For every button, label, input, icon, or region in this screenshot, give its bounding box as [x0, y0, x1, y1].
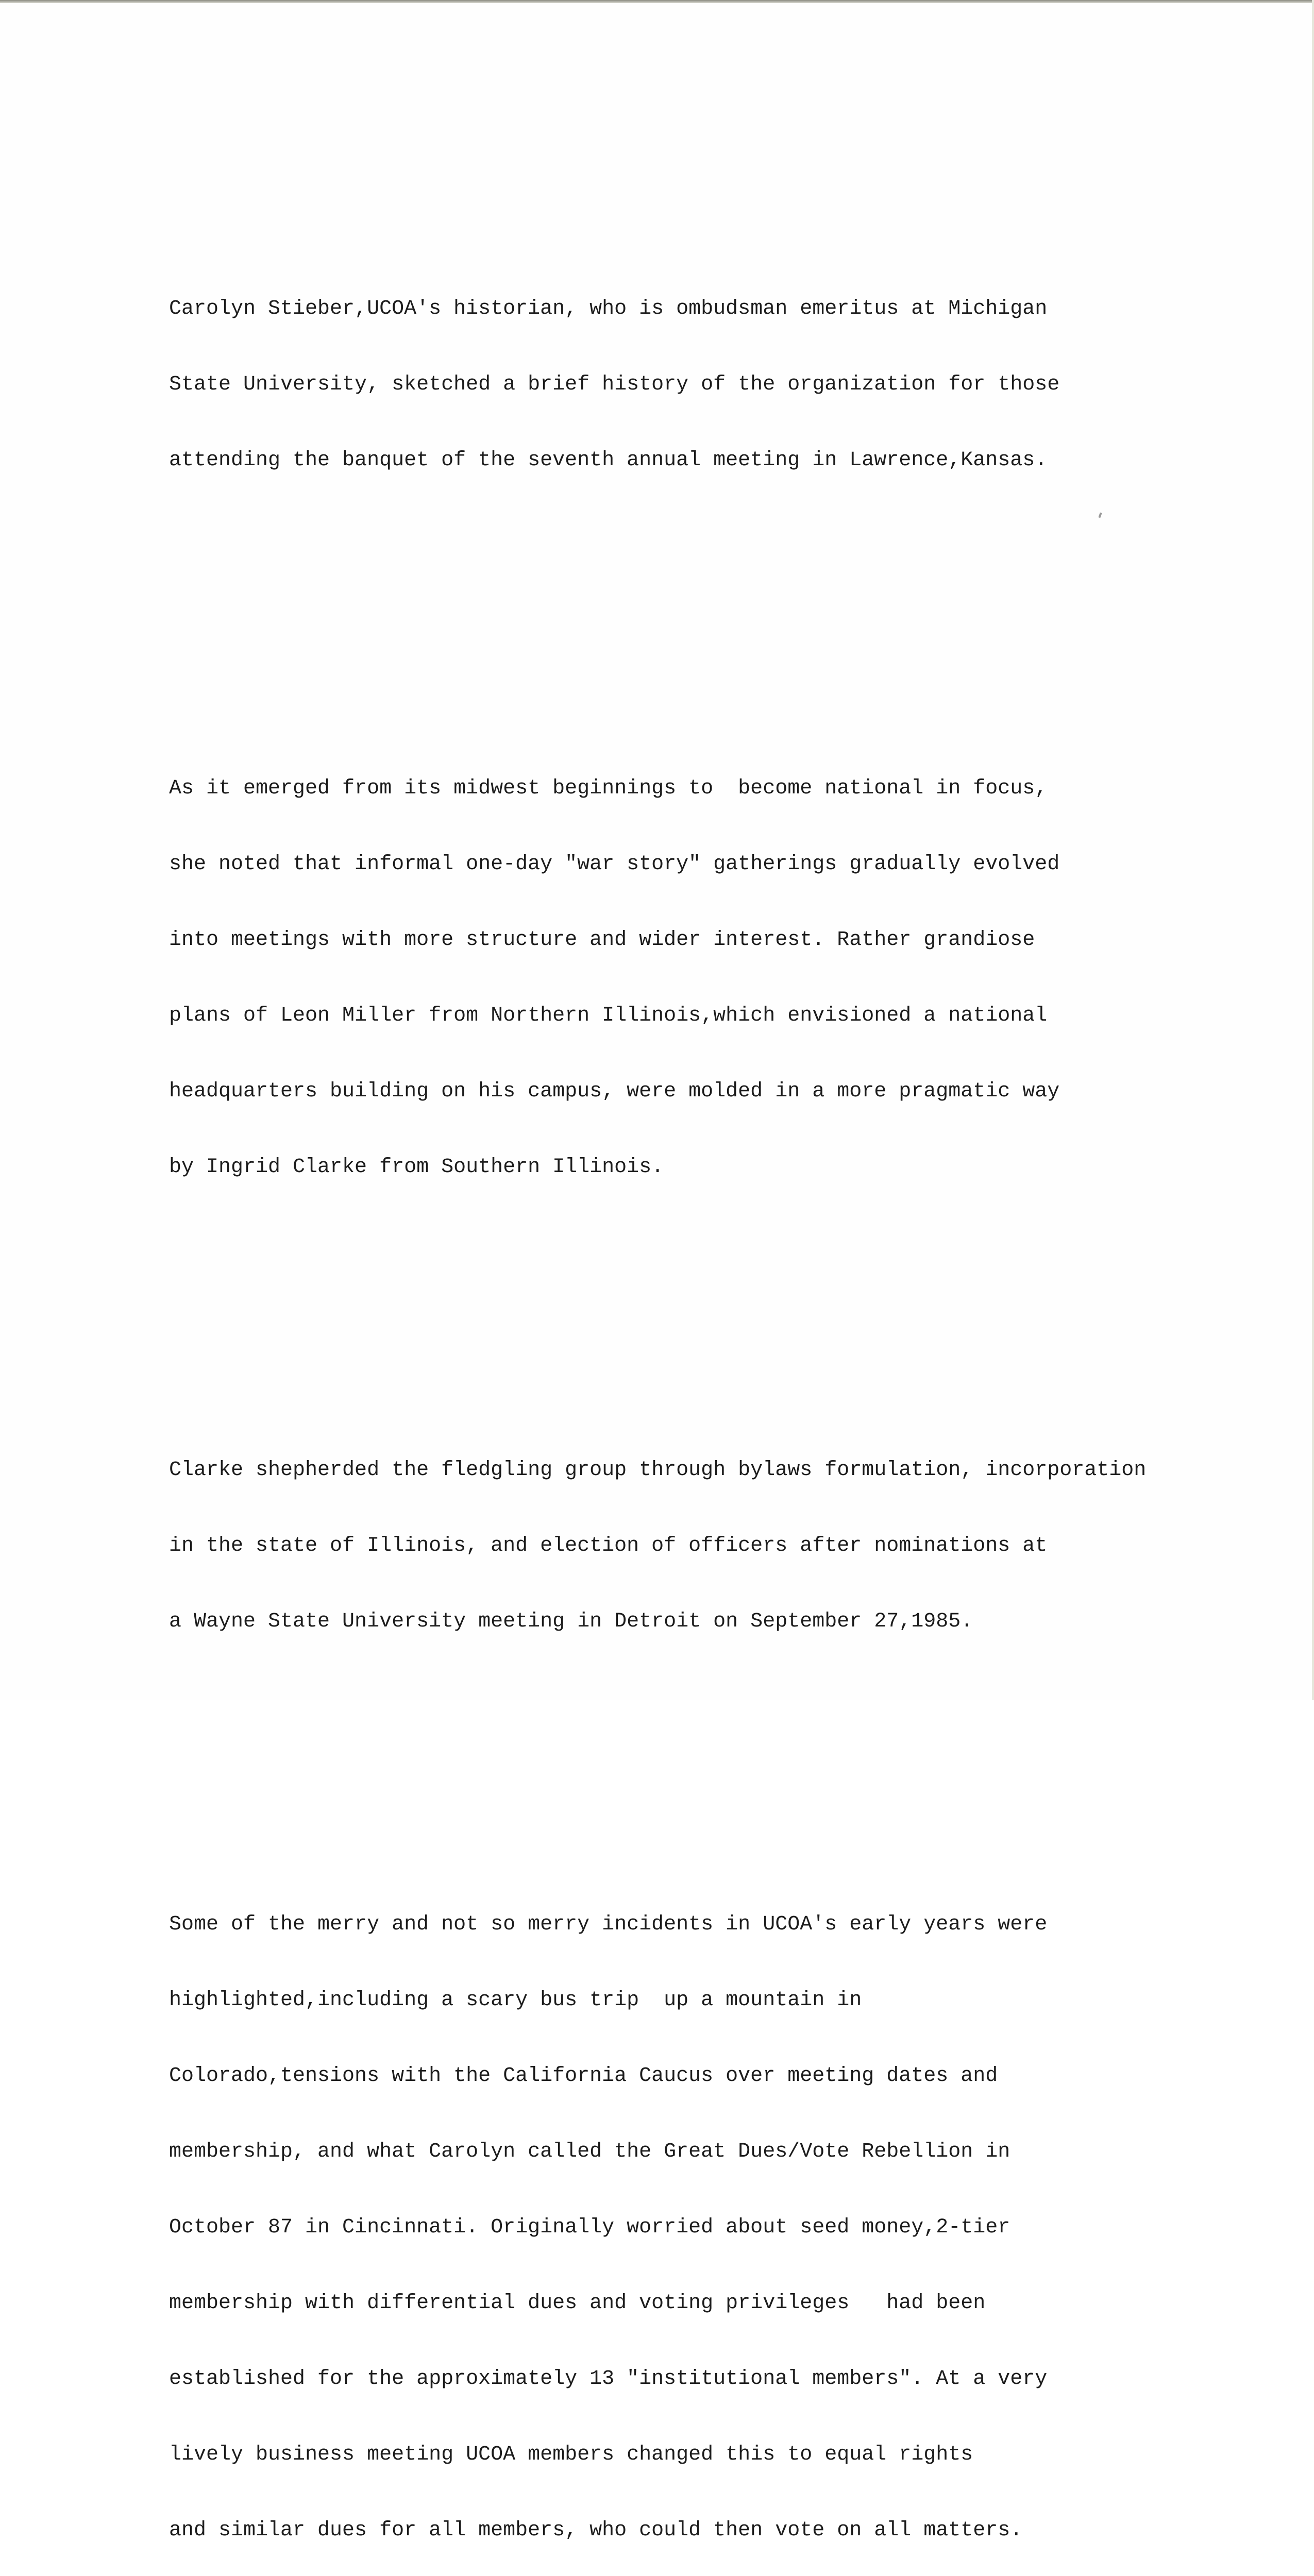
text-line: by Ingrid Clarke from Southern Illinois. [169, 1156, 664, 1179]
text-line: Carolyn Stieber,UCOA's historian, who is ombudsman emeritus at Michigan [169, 297, 1048, 320]
text-line: she noted that informal one-day "war story" gatherings gradually evolved [169, 853, 1060, 876]
text-line: October 87 in Cincinnati. Originally worried about seed money,2-tier [169, 2216, 1010, 2239]
text-line: membership with differential dues and voting privileges had been [169, 2292, 986, 2315]
text-line: Colorado,tensions with the California Caucus over meeting dates and [169, 2064, 998, 2088]
text-line: a Wayne State University meeting in Detroit on September 27,1985. [169, 1610, 973, 1633]
text-line: established for the approximately 13 "institutional members". At a very [169, 2367, 1048, 2391]
scan-right-edge [1312, 0, 1314, 1700]
paragraph-gap [169, 1306, 1231, 1331]
paragraph-gap [169, 599, 1231, 650]
text-line: Clarke shepherded the fledgling group through bylaws formulation, incorporation [169, 1459, 1147, 1482]
text-line: highlighted,including a scary bus trip up a mountain in [169, 1989, 862, 2012]
scan-top-edge [0, 0, 1314, 3]
text-line: and similar dues for all members, who could then vote on all matters. [169, 2519, 1023, 2542]
text-line: As it emerged from its midwest beginnings to become national in focus, [169, 777, 1048, 800]
text-line: State University, sketched a brief history of the organization for those [169, 373, 1060, 396]
paragraph-gap [169, 1760, 1231, 1786]
paragraph-incidents [169, 1861, 1231, 2576]
paragraph-intro [169, 246, 1231, 523]
text-line: membership, and what Carolyn called the Great Dues/Vote Rebellion in [169, 2140, 1010, 2163]
paragraph-clarke [169, 1407, 1231, 1685]
document-body [169, 170, 1231, 2576]
text-line: attending the banquet of the seventh annual meeting in Lawrence,Kansas. [169, 449, 1048, 472]
text-line: headquarters building on his campus, were molded in a more pragmatic way [169, 1080, 1060, 1103]
text-line: plans of Leon Miller from Northern Illinois,which envisioned a national [169, 1004, 1048, 1027]
text-line: Some of the merry and not so merry incidents in UCOA's early years were [169, 1913, 1048, 1936]
text-line: in the state of Illinois, and election of officers after nominations at [169, 1534, 1048, 1557]
text-line: into meetings with more structure and wider interest. Rather grandiose [169, 928, 1035, 952]
text-line: lively business meeting UCOA members changed this to equal rights [169, 2443, 973, 2466]
paragraph-origins [169, 725, 1231, 1230]
